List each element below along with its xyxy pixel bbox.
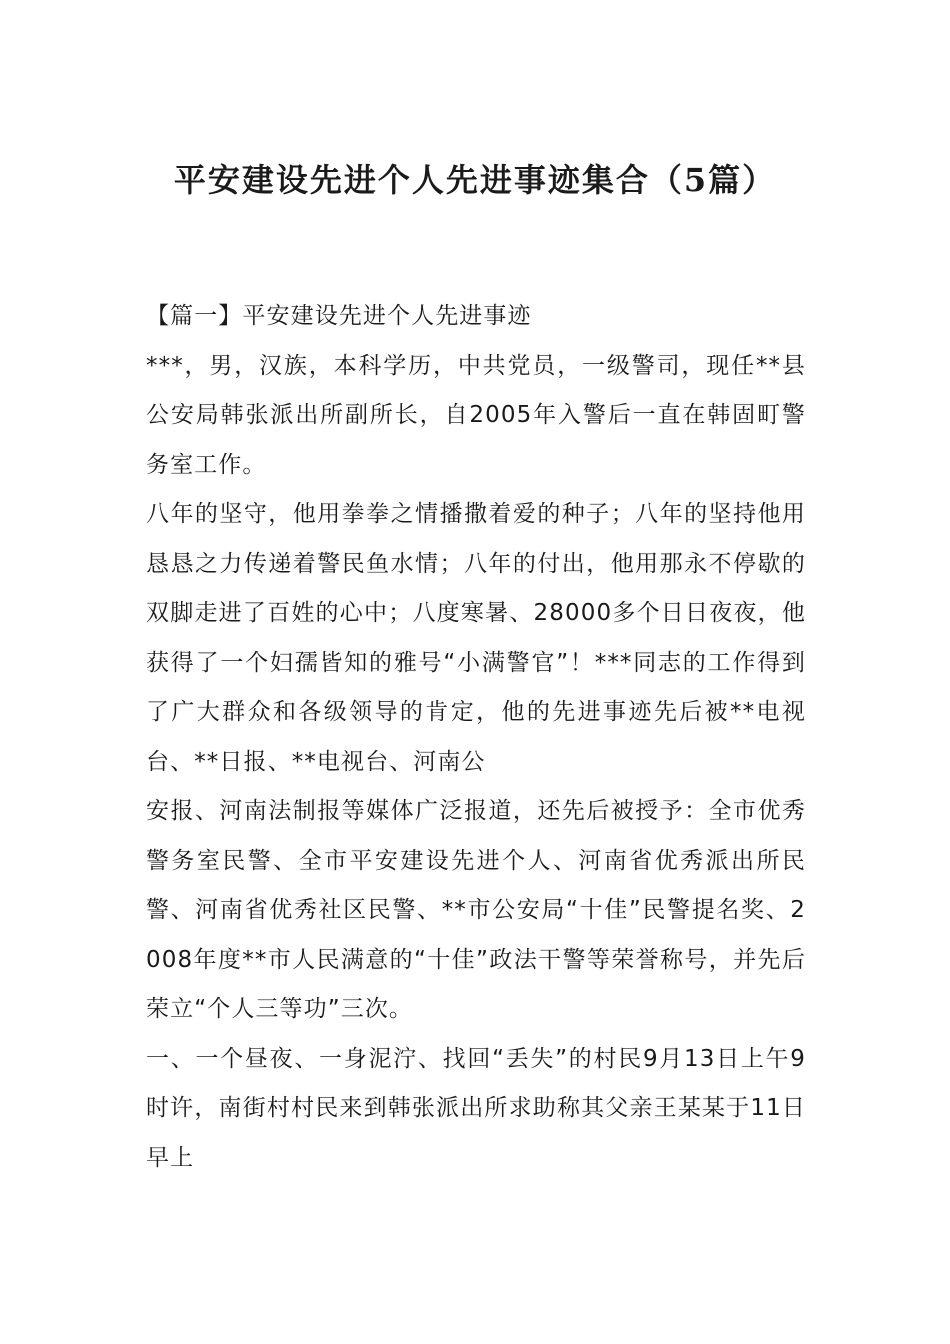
body-paragraph: 安报、河南法制报等媒体广泛报道，还先后被授予：全市优秀警务室民警、全市平安建设先进个人、河南省优秀派出所民警、河南省优秀社区民警、**市公安局“十佳”民警提名奖、2008年度**市人民满意的“十佳”政法干警等荣誉称号，并先后荣立“个人三等功”三次。: [146, 798, 806, 1022]
body-paragraph: 八年的坚守，他用拳拳之情播撒着爱的种子；八年的坚持他用恳恳之力传递着警民鱼水情；八年的付出，他用那永不停歇的双脚走进了百姓的心中；八度寒暑、28000多个日日夜夜，他获得了一个妇孺皆知的雅号“小满警官”！***同志的工作得到了广大群众和各级领导的肯定，他的先进事迹先后被**电视台、**日报、**电视台、河南公: [146, 501, 806, 775]
document-body: [146, 292, 806, 1183]
body-paragraph: ***，男，汉族，本科学历，中共党员，一级警司，现任**县公安局韩张派出所副所长，自2005年入警后一直在韩固町警务室工作。: [146, 352, 806, 478]
section-heading: 【篇一】平安建设先进个人先进事迹: [146, 303, 532, 329]
document-title: 平安建设先进个人先进事迹集合（5篇）: [173, 161, 777, 199]
body-paragraph: 一、一个昼夜、一身泥泞、找回“丢失”的村民9月13日上午9时许，南街村村民来到韩张派出所求助称其父亲王某某于11日早上: [146, 1045, 806, 1171]
